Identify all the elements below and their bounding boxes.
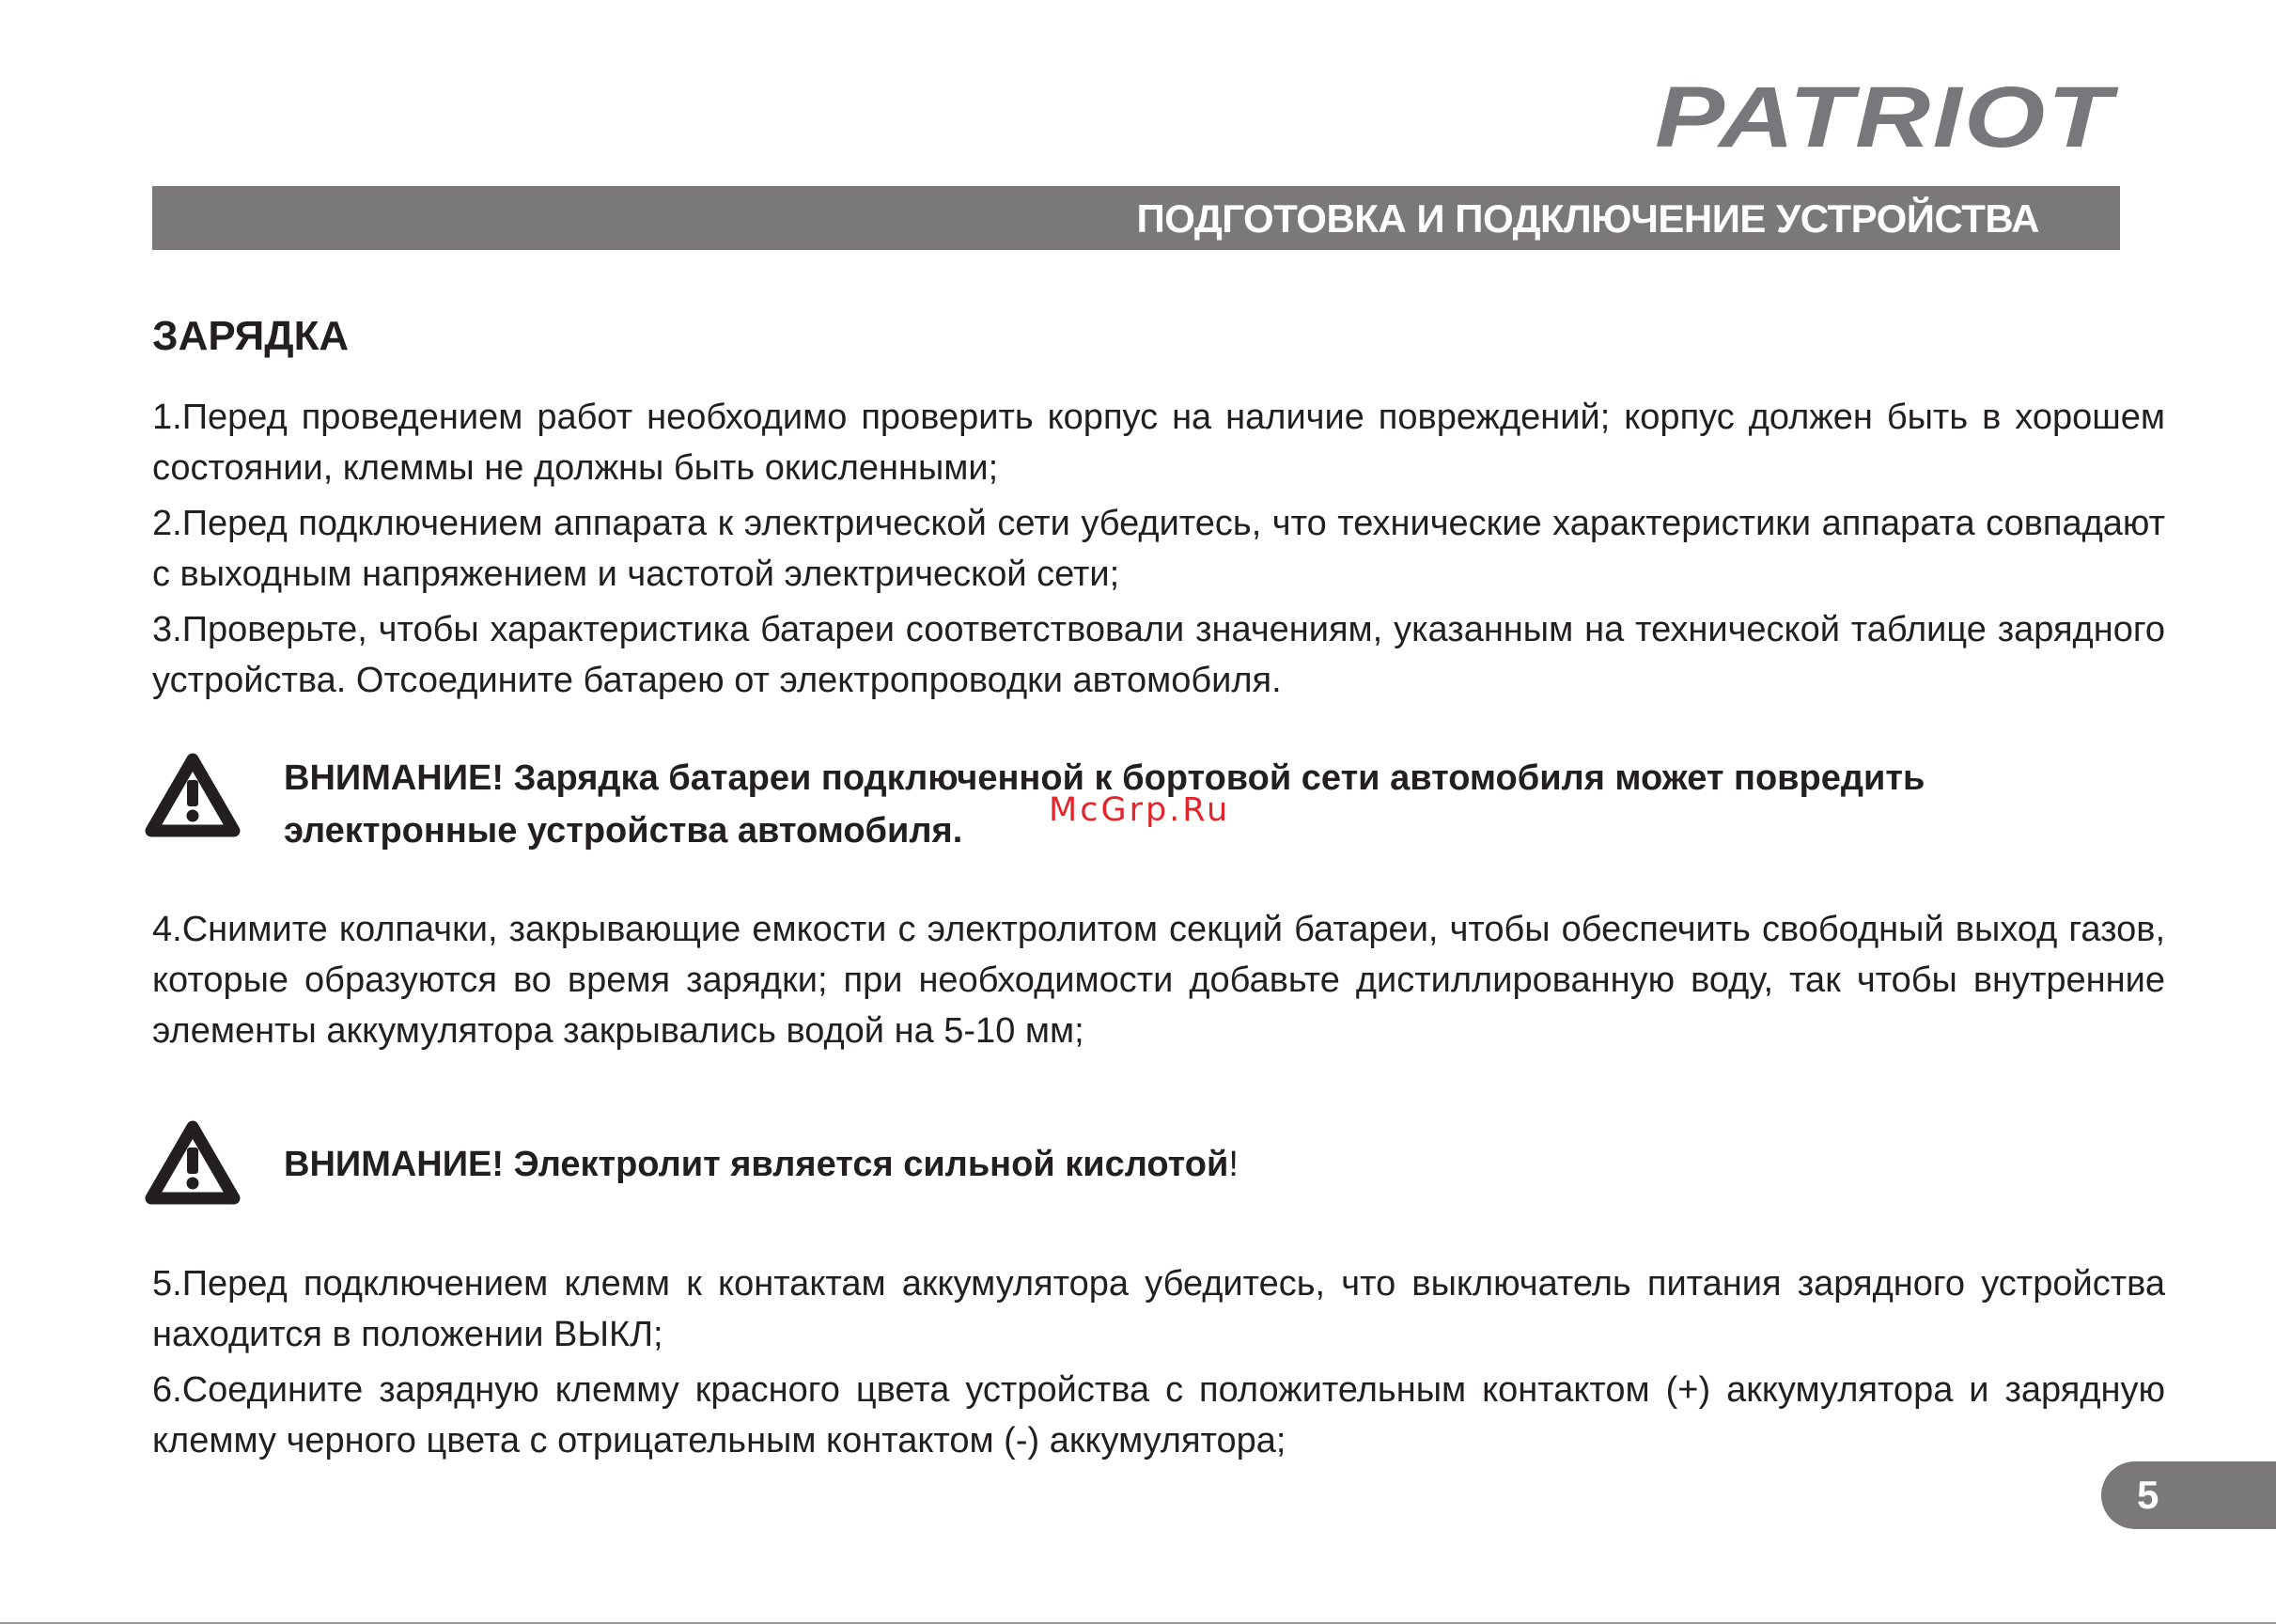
page-number-tab bbox=[2101, 1461, 2276, 1529]
warning-text-electrolyte-tail: ! bbox=[1228, 1145, 1239, 1184]
instruction-item-2: 2.Перед подключением аппарата к электрической сети убедитесь, что технические характеристики аппарата совпадают с выходным напряжением и частотой электрической сети; bbox=[152, 504, 2165, 594]
patriot-logo-graphic bbox=[1649, 71, 2119, 165]
section-header-bar bbox=[152, 186, 2120, 250]
instruction-item-3: 3.Проверьте, чтобы характеристика батареи соответствовали значениям, указанным на технической таблице зарядного устройства. Отсоедините батарею от электропроводки автомобиля. bbox=[152, 610, 2165, 700]
page-number: 5 bbox=[2137, 1473, 2159, 1517]
watermark: McGrp.Ru bbox=[1049, 791, 1231, 829]
instruction-item-5: 5.Перед подключением клемм к контактам аккумулятора убедитесь, что выключатель питания зарядного устройства находится в положении ВЫКЛ; bbox=[152, 1264, 2165, 1354]
section-heading: ЗАРЯДКА bbox=[152, 313, 350, 359]
warning-text-electrolyte bbox=[284, 1138, 2163, 1191]
header-title: ПОДГОТОВКА И ПОДКЛЮЧЕНИЕ УСТРОЙСТВА bbox=[1136, 196, 2039, 241]
warning-triangle-icon bbox=[144, 1119, 242, 1208]
brand-logo bbox=[1649, 71, 2119, 165]
warning-text-electrolyte-bold: ВНИМАНИЕ! Электролит является сильной кислотой bbox=[284, 1145, 1229, 1184]
instruction-item-1: 1.Перед проведением работ необходимо проверить корпус на наличие повреждений; корпус должен быть в хорошем состоянии, клеммы не должны быть окисленными; bbox=[152, 398, 2165, 488]
instruction-item-4: 4.Снимите колпачки, закрывающие емкости с электролитом секций батареи, чтобы обеспечить свободный выход газов, которые образуются во время зарядки; при необходимости добавьте дистиллированную воду, так чтобы внутренние элементы аккумулятора закрывались водой на 5-10 мм; bbox=[152, 910, 2165, 1051]
warning-triangle-icon bbox=[144, 752, 242, 840]
warning-text-battery: ВНИМАНИЕ! Зарядка батареи подключенной к бортовой сети автомобиля может повредить электронные устройства автомобиля. bbox=[284, 758, 1925, 851]
svg-text:PATRIOT: PATRIOT bbox=[1655, 71, 2119, 165]
instruction-item-6: 6.Соедините зарядную клемму красного цвета устройства с положительным контактом (+) аккумулятора и зарядную клемму черного цвета с отрицательным контактом (-) аккумулятора; bbox=[152, 1370, 2165, 1460]
